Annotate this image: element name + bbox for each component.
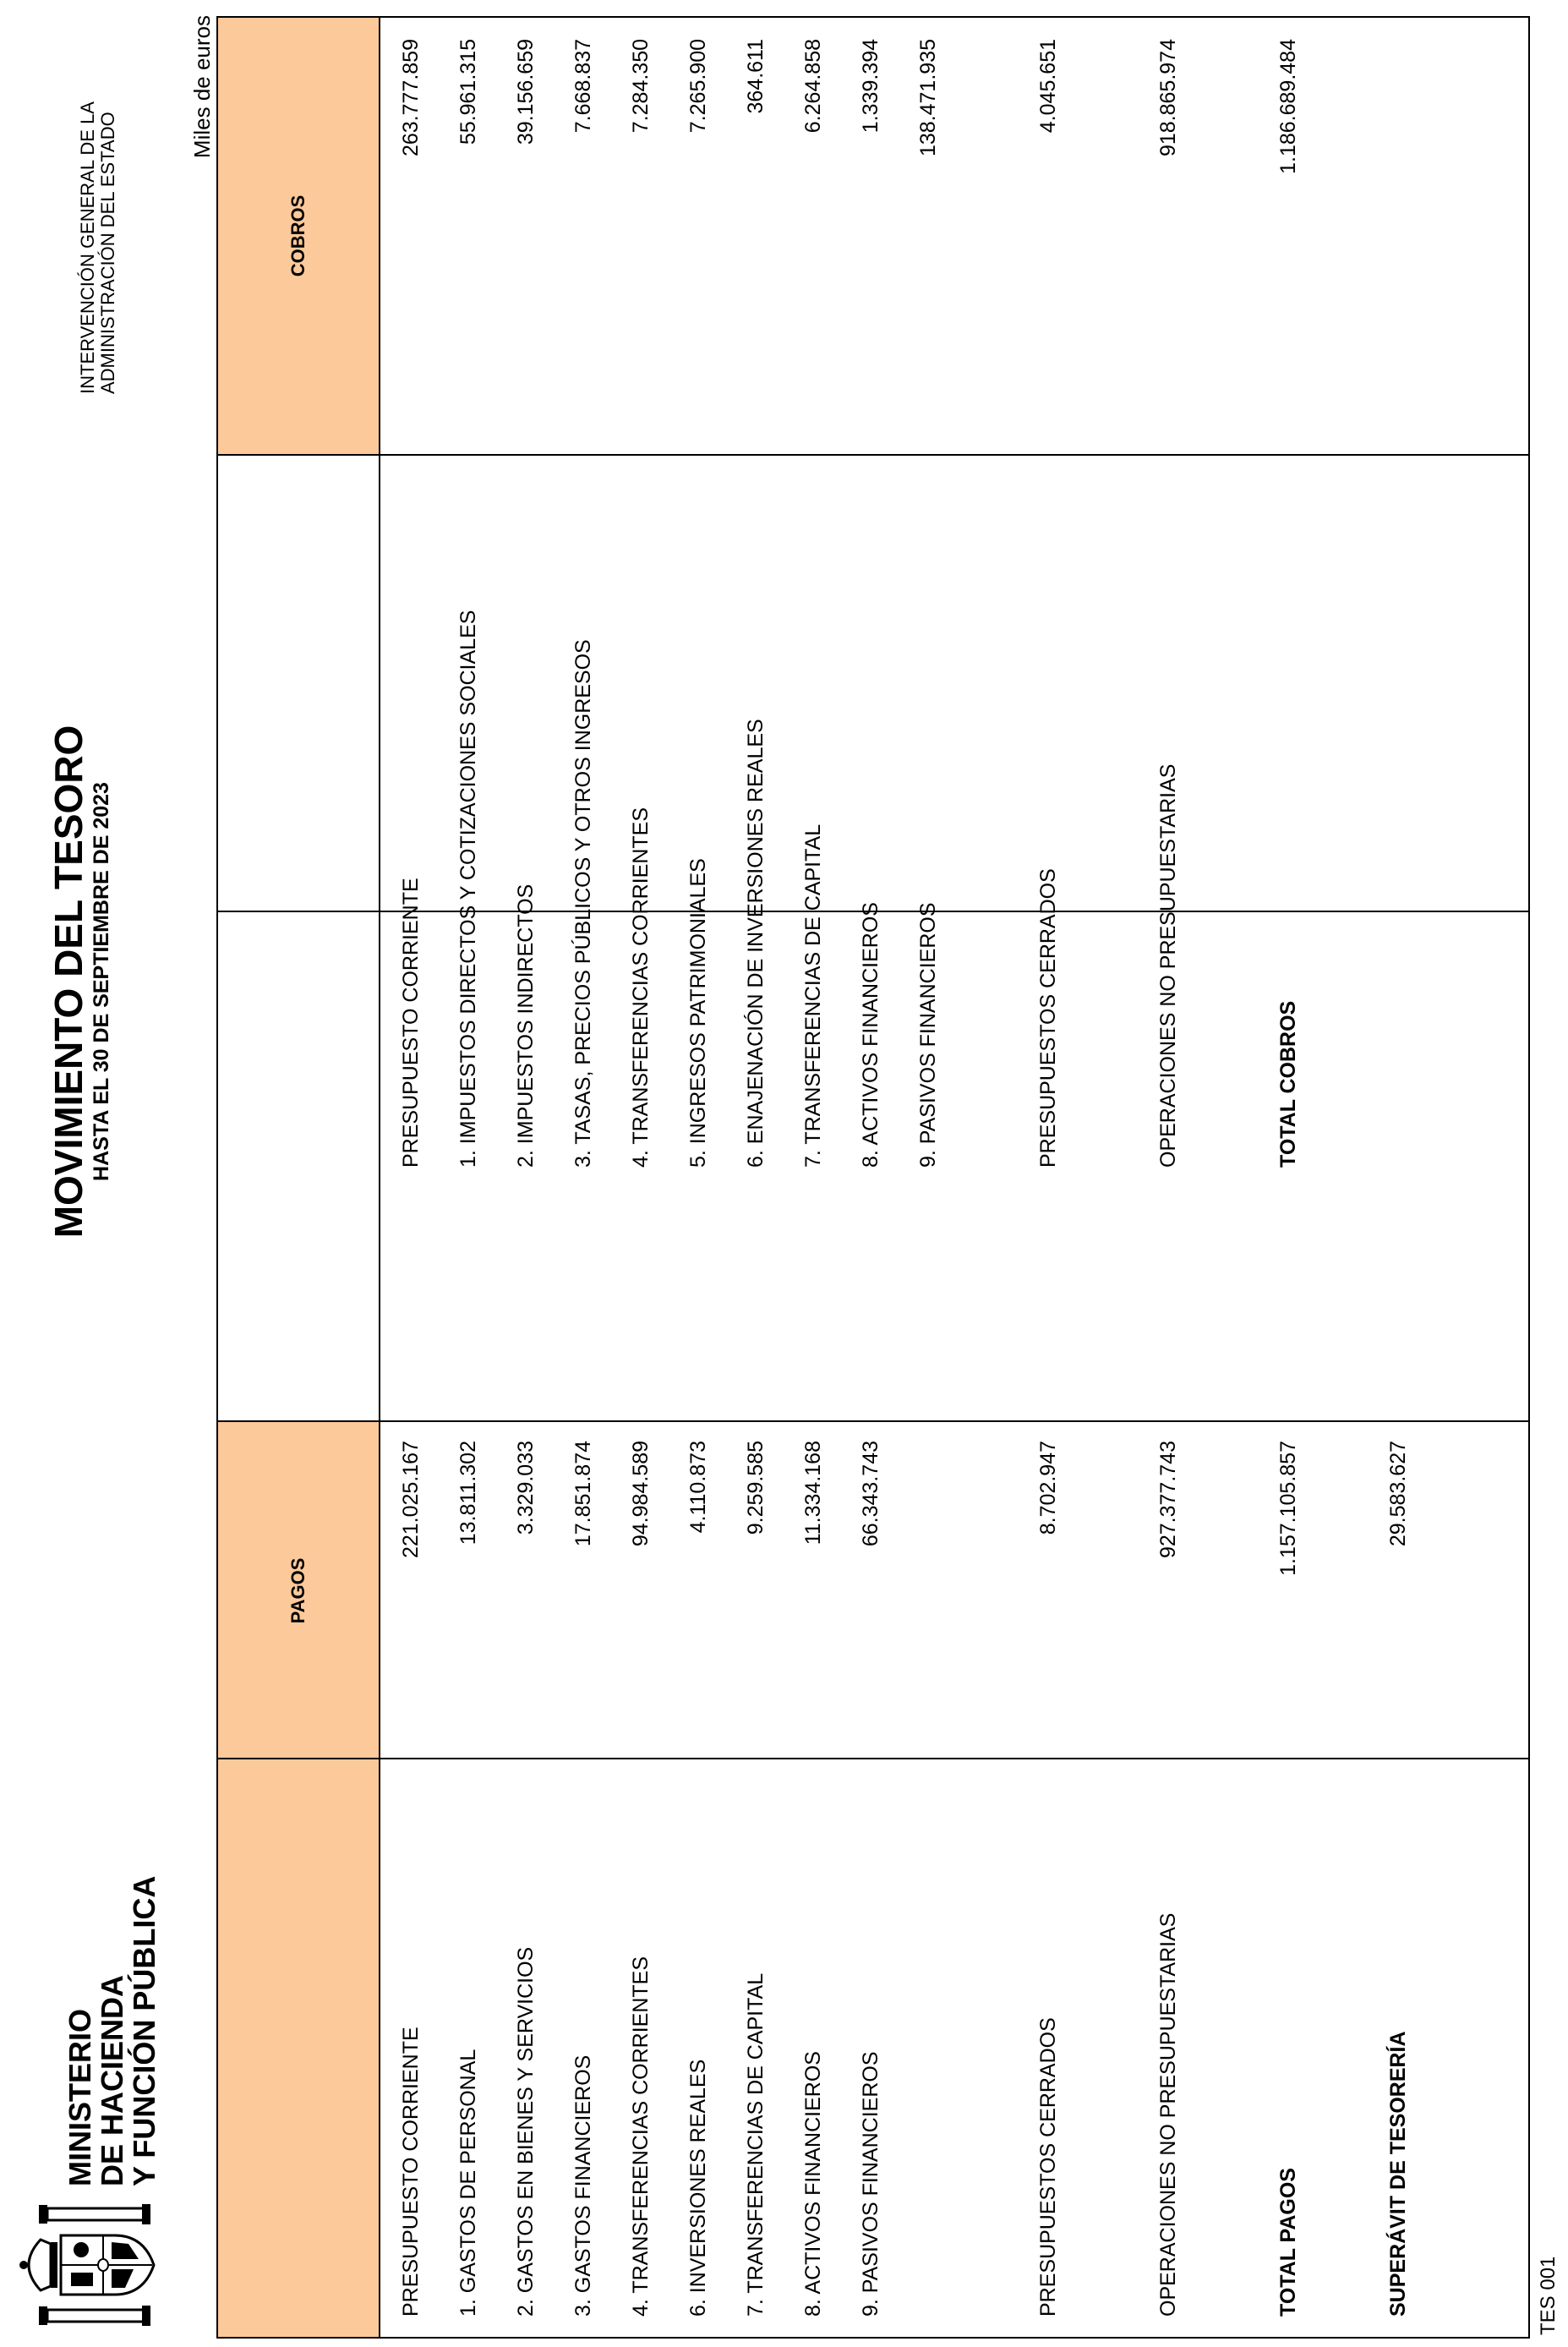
page-title: MOVIMIENTO DEL TESORO	[46, 725, 90, 1239]
pagos-row-value: 94.984.589	[629, 1441, 653, 1547]
cobros-row-label: 1. IMPUESTOS DIRECTOS Y COTIZACIONES SOCIALES	[456, 610, 480, 1168]
pagos-total-label: TOTAL PAGOS	[1276, 2168, 1300, 2317]
institution-line-2: ADMINISTRACIÓN DEL ESTADO	[97, 112, 118, 394]
cobros-row-value: 55.961.315	[456, 39, 480, 145]
pagos-row-label: 1. GASTOS DE PERSONAL	[456, 2049, 480, 2317]
ministry-name-line-2: DE HACIENDA	[95, 1974, 129, 2186]
pagos-row-label: 7. TRANSFERENCIAS DE CAPITAL	[744, 1972, 768, 2317]
cobros-row-value: 6.264.858	[801, 39, 825, 134]
cobros-row-value: 7.284.350	[629, 39, 653, 134]
pagos-row-label: 6. INVERSIONES REALES	[686, 2059, 710, 2317]
pagos-row-value: 8.702.947	[1036, 1441, 1060, 1535]
pagos-row-value: 221.025.167	[399, 1441, 423, 1559]
pagos-row-value: 3.329.033	[514, 1441, 538, 1535]
cobros-row-label: 4. TRANSFERENCIAS CORRIENTES	[629, 807, 653, 1168]
cobros-total-value: 1.186.689.484	[1276, 39, 1300, 174]
pagos-row-label: 4. TRANSFERENCIAS CORRIENTES	[629, 1956, 653, 2317]
cobros-row-label: 8. ACTIVOS FINANCIEROS	[859, 902, 882, 1168]
column-divider	[216, 1420, 1530, 1422]
pagos-row-value: 66.343.743	[859, 1441, 882, 1547]
institution-line-1: INTERVENCIÓN GENERAL DE LA	[77, 101, 98, 394]
cobros-row-label: 7. TRANSFERENCIAS DE CAPITAL	[801, 823, 825, 1168]
pagos-row-label: OPERACIONES NO PRESUPUESTARIAS	[1156, 1912, 1180, 2317]
cobros-row-label: 3. TASAS, PRECIOS PÚBLICOS Y OTROS INGRESOS	[571, 639, 595, 1168]
cobros-row-label: 9. PASIVOS FINANCIEROS	[916, 902, 940, 1168]
units-label: Miles de euros	[189, 15, 215, 159]
pagos-row-label: 8. ACTIVOS FINANCIEROS	[801, 2051, 825, 2317]
pagos-row-value: 17.851.874	[571, 1441, 595, 1547]
cobros-row-value: 4.045.651	[1036, 39, 1060, 134]
cobros-row-label: OPERACIONES NO PRESUPUESTARIAS	[1156, 763, 1180, 1168]
column-divider	[216, 1758, 1530, 1759]
cobros-row-label: PRESUPUESTO CORRIENTE	[399, 878, 423, 1168]
cobros-row-value: 39.156.659	[514, 39, 538, 145]
cobros-row-value: 1.339.394	[859, 39, 882, 134]
page-subtitle: HASTA EL 30 DE SEPTIEMBRE DE 2023	[90, 782, 113, 1181]
ministry-name-line-1: MINISTERIO	[63, 2008, 97, 2186]
pagos-row-value: 13.811.302	[456, 1441, 480, 1546]
cobros-row-label: 6. ENAJENACIÓN DE INVERSIONES REALES	[744, 719, 768, 1168]
pagos-row-label: PRESUPUESTOS CERRADOS	[1036, 2017, 1060, 2317]
pagos-total-value: 1.157.105.857	[1276, 1441, 1300, 1576]
cobros-row-value: 364.611	[744, 39, 768, 114]
pagos-header: PAGOS	[287, 1557, 309, 1624]
cobros-row-value: 7.265.900	[686, 39, 710, 134]
cobros-header: COBROS	[287, 194, 309, 277]
surplus-value: 29.583.627	[1386, 1441, 1410, 1547]
cobros-total-label: TOTAL COBROS	[1276, 1000, 1300, 1168]
ministry-name-line-3: Y FUNCIÓN PÚBLICA	[127, 1875, 161, 2186]
surplus-label: SUPERÁVIT DE TESORERÍA	[1386, 2031, 1410, 2317]
document-code: TES 001	[1537, 2256, 1560, 2335]
header-divider	[379, 16, 380, 2339]
cobros-row-value: 138.471.935	[916, 39, 940, 157]
pagos-row-value: 4.110.873	[686, 1441, 710, 1534]
cobros-row-value: 7.668.837	[571, 39, 595, 134]
cobros-row-value: 918.865.974	[1156, 39, 1180, 157]
pagos-row-label: 2. GASTOS EN BIENES Y SERVICIOS	[514, 1946, 538, 2317]
treasury-table	[216, 16, 1530, 2339]
cobros-row-label: 2. IMPUESTOS INDIRECTOS	[514, 884, 538, 1168]
cobros-row-label: 5. INGRESOS PATRIMONIALES	[686, 858, 710, 1168]
pagos-row-value: 9.259.585	[744, 1441, 768, 1535]
pagos-row-label: 3. GASTOS FINANCIEROS	[571, 2054, 595, 2317]
pagos-row-value: 927.377.743	[1156, 1441, 1180, 1559]
cobros-row-value: 263.777.859	[399, 39, 423, 157]
coat-of-arms-icon	[15, 2202, 163, 2328]
pagos-row-value: 11.334.168	[801, 1441, 825, 1546]
pagos-row-label: 9. PASIVOS FINANCIEROS	[859, 2051, 882, 2317]
pagos-row-label: PRESUPUESTO CORRIENTE	[399, 2027, 423, 2317]
column-divider	[216, 454, 1530, 456]
cobros-row-label: PRESUPUESTOS CERRADOS	[1036, 868, 1060, 1168]
